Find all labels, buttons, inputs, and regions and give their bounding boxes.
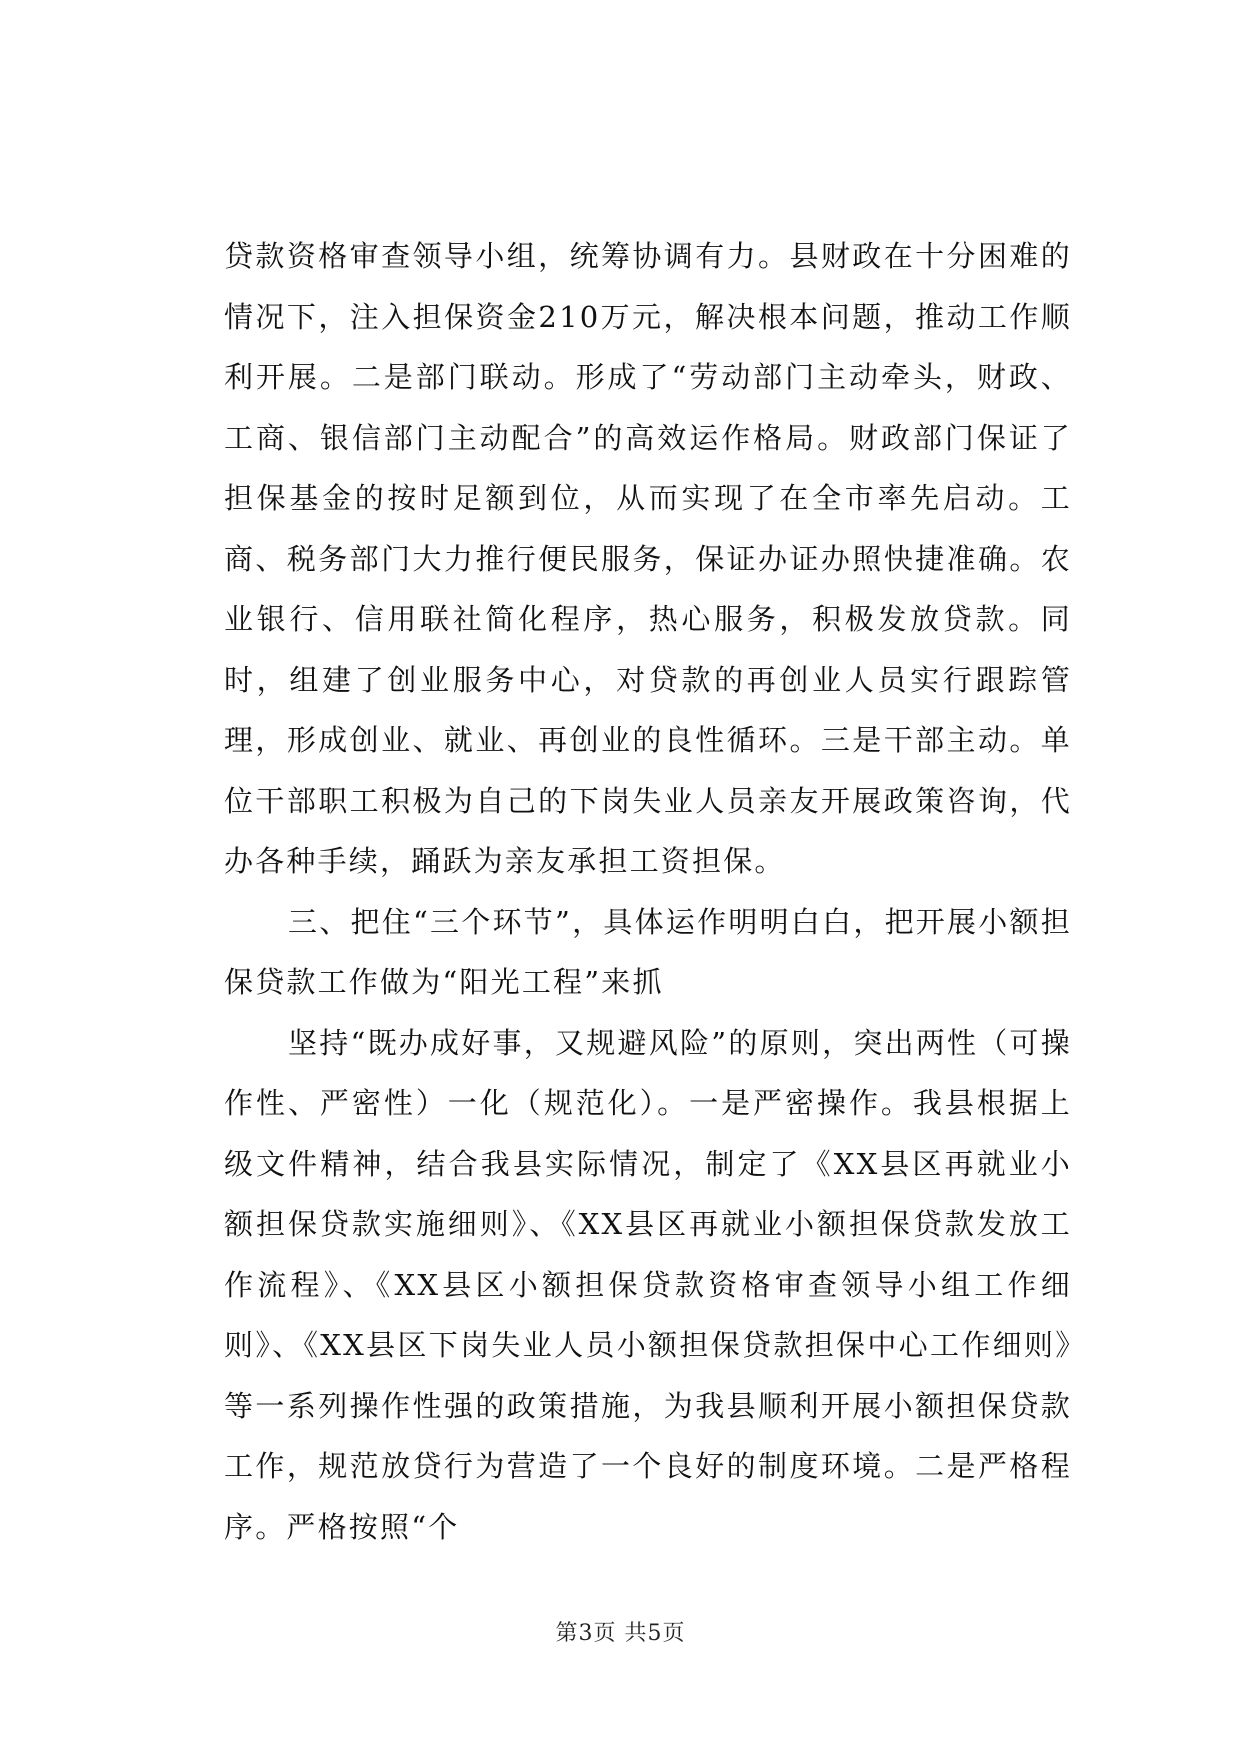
paragraph-continued: 贷款资格审查领导小组，统筹协调有力。县财政在十分困难的情况下，注入担保资金210万元，解决根本问题，推动工作顺利开展。二是部门联动。形成了“劳动部门主动牵头，财政、工商、银信部门主动配合”的高效运作格局。财政部门保证了担保基金的按时足额到位，从而实现了在全市率先启动。工商、税务部门大力推行便民服务，保证办证办照快捷准确。农业银行、信用联社简化程序，热心服务，积极发放贷款。同时，组建了创业服务中心，对贷款的再创业人员实行跟踪管理，形成创业、就业、再创业的良性循环。三是干部主动。单位干部职工积极为自己的下岗失业人员亲友开展政策咨询，代办各种手续，踊跃为亲友承担工资担保。 xyxy=(224,239,1072,878)
paragraph-principle: 坚持“既办成好事，又规避风险”的原则，突出两性（可操作性、严密性）一化（规范化）。一是严密操作。我县根据上级文件精神，结合我县实际情况，制定了《XX县区再就业小额担保贷款实施细则》、《XX县区再就业小额担保贷款发放工作流程》、《XX县区小额担保贷款资格审查领导小组工作细则》、《XX县区下岗失业人员小额担保贷款担保中心工作细则》等一系列操作性强的政策措施，为我县顺利开展小额担保贷款工作，规范放贷行为营造了一个良好的制度环境。二是严格程序。严格按照“个 xyxy=(224,1025,1072,1544)
page-number-footer: 第3页 共5页 xyxy=(555,1621,686,1646)
document-body xyxy=(224,226,1072,1557)
section-heading-three: 三、把住“三个环节”，具体运作明明白白，把开展小额担保贷款工作做为“阳光工程”来抓 xyxy=(224,904,1072,999)
